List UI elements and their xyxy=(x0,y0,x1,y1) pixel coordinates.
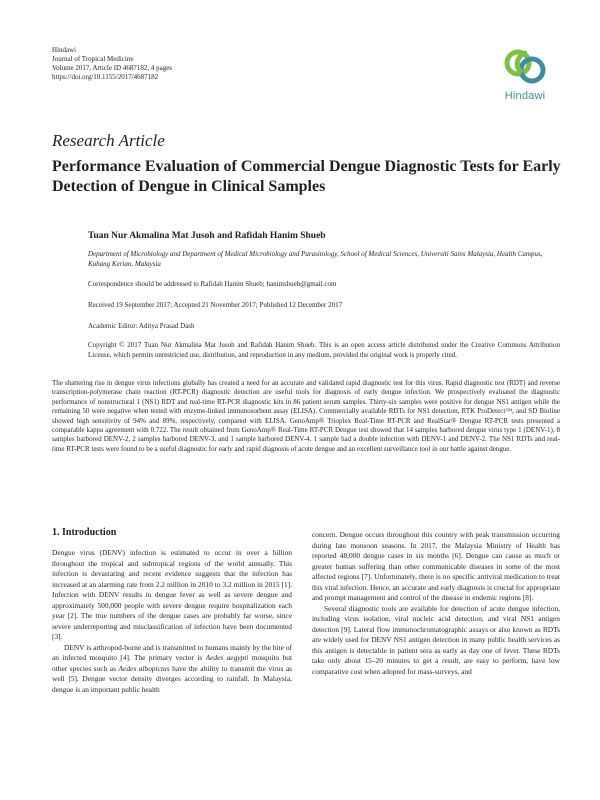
left-column xyxy=(52,548,292,695)
affiliation: Department of Microbiology and Department of Medical Microbiology and Parasitology, School of Medical Sciences, Universiti Sains Malaysia, Health Campus, Kubang Kerian, Malaysia xyxy=(88,250,543,268)
species-aedes-aegypti: Aedes aegypti xyxy=(205,653,249,662)
intro-p2-text-c: mosquito but other species such as xyxy=(52,653,293,673)
intro-paragraph-1: Dengue virus (DENV) infection is estimated to occur in over a billion throughout the tropical and subtropical regions of the world annually. This infection is devastating and recent evidence suggests that the infection has increased at an alarming rate from 2.2 million in 2010 to 3.2 million in 2015 [1]. Infection with DENV results in dengue fever as well as severe dengue and approximately 500,000 people with severe dengue require hospitalization each year [2]. The true numbers of the dengue cases are probably far worse, since severe underreporting and misclassification of infection have been documented [3]. xyxy=(52,548,292,641)
article-type: Research Article xyxy=(52,131,165,150)
intro-paragraph-2 xyxy=(52,643,292,696)
publisher-name: Hindawi xyxy=(52,46,77,54)
section-heading-introduction: 1. Introduction xyxy=(52,527,117,538)
abstract: The shattering rise in dengue virus infections globally has created a need for an accurate and validated rapid diagnostic test for this virus. Rapid diagnostic test (RDT) and reverse transcription-polymerase chain reaction (RT-PCR) diagnostic detection are useful tools for diagnosis of early dengue infection. We prospectively evaluated the diagnostic performance of nonstructural 1 (NS1) RDT and real-time RT-PCR diagnostic kits in 86 patient serum samples. Thirty-six samples were positive for dengue NS1 antigen while the remaining 50 were negative when tested with enzyme-linked immunosorbent assay (ELISA). Commercially available RDTs for NS1 detection, RTK ProDetect™, and SD Bioline showed high sensitivity of 94% and 89%, respectively, compared with ELISA. GenoAmp® Trioplex Real-Time RT-PCR and RealStar® Dengue RT-PCR tests presented a comparable kappa agreement with 0.722. The result obtained from GenoAmp® Real-Time RT-PCR Dengue test showed that 14 samples harbored dengue virus type 1 (DENV-1), 8 samples harbored DENV-2, 2 samples harbored DENV-3, and 1 sample harbored DENV-4. 1 sample had a double infection with DENV-1 and DENV-2. The NS1 RDTs and real-time RT-PCR tests were found to be a useful diagnostic for early and rapid diagnosis of acute dengue and an excellent surveillance tool in our battle against dengue. xyxy=(52,379,560,453)
article-title: Performance Evaluation of Commercial Dengue Diagnostic Tests for Early Detection of Dengue in Clinical Samples xyxy=(52,158,561,195)
hindawi-logo-icon xyxy=(503,48,547,88)
authors: Tuan Nur Akmalina Mat Jusoh and Rafidah Hanim Shueb xyxy=(88,231,326,241)
journal-name: Journal of Tropical Medicine xyxy=(52,55,134,63)
copyright-notice: Copyright © 2017 Tuan Nur Akmalina Mat Jusoh and Rafidah Hanim Shueb. This is an open access article distributed under the Creative Commons Attribution License, which permits unrestricted use, distribution, and reproduction in any medium, provided the original work is properly cited. xyxy=(88,341,560,359)
intro-p2-text-a: DENV is arthropod-borne and is transmitted to humans mainly by the bite of an infected mosquito [4]. The primary vector is xyxy=(52,642,292,662)
hindawi-logo xyxy=(495,48,555,106)
logo-text: Hindawi xyxy=(504,90,546,102)
academic-editor: Academic Editor: Aditya Prasad Dash xyxy=(88,322,195,330)
intro-paragraph-4: Several diagnostic tools are available for detection of acute dengue infection, including virus isolation, viral nucleic acid detection, and viral NS1 antigen detection [9]. Lateral flow immunochromatographic assays or also known as RDTs are widely used for DENV NS1 antigen detection in many public health services as this antigen is detectable in patient sera as early as day one of fever. These RDTs take only about 15–20 minutes to get a result, are easy to perform, have low comparative cost when adopted for mass-surveys, and xyxy=(312,603,560,676)
journal-info xyxy=(52,46,172,82)
publication-dates: Received 19 September 2017; Accepted 21 November 2017; Published 12 December 2017 xyxy=(88,301,343,309)
volume-info: Volume 2017, Article ID 4687182, 4 pages xyxy=(52,64,173,72)
correspondence: Correspondence should be addressed to Rafidah Hanim Shueb; hanimshueb@gmail.com xyxy=(88,280,337,288)
species-aedes-albopictus: Aedes albopictus xyxy=(118,663,170,673)
right-column xyxy=(312,530,560,677)
intro-paragraph-3: concern. Dengue occurs throughout this country with peak transmission occurring during late monsoon seasons. In 2017, the Malaysia Ministry of Health has reported 48,000 dengue cases in six months [6]. Dengue can cause as much or greater human suffering than other communicable diseases in some of the most affected regions [7]. Unfortunately, there is no specific antiviral medication to treat this viral infection. Hence, an accurate and early diagnosis is crucial for appropriate and prompt management and control of the disease in endemic regions [8]. xyxy=(312,530,560,602)
doi-link[interactable]: https://doi.org/10.1155/2017/4687182 xyxy=(52,73,159,81)
intro-p2-text-e: have the ability to transmit the virus as well [5]. Dengue vector density diverges according to rainfall. In Malaysia, dengue is an important public health xyxy=(52,663,292,694)
